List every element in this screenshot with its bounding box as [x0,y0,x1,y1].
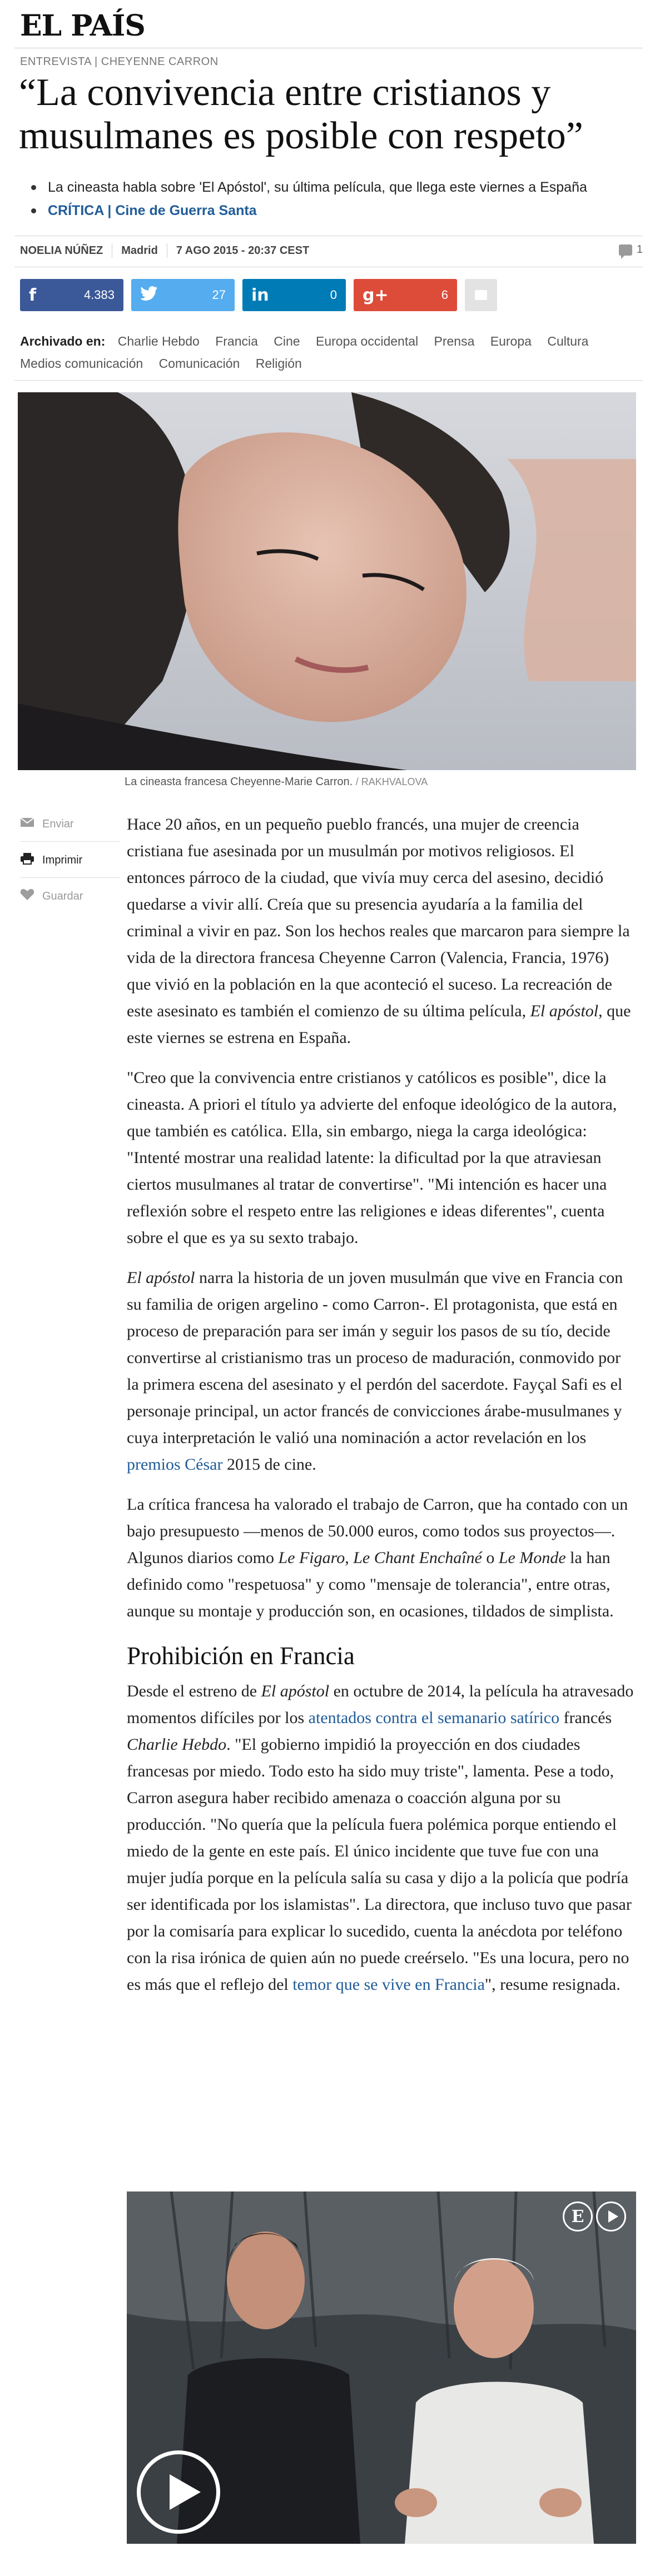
tag-link[interactable]: Europa [490,334,532,348]
printer-icon [20,852,34,868]
facebook-count: 4.383 [83,288,115,302]
section-kicker[interactable]: ENTREVISTA | CHEYENNE CARRON [20,56,219,68]
googleplus-icon: g+ [363,285,389,305]
byline [20,243,309,258]
paragraph: "Creo que la convivencia entre cristianos y católicos es posible", dice la cineasta. A priori el título ya advierte del enfoque ideológico de la autora, que también es católica. Ella, sin embargo, niega la carga ideológica: "Intenté mostrar una realidad latente: la dificultad por la que atraviesan ciertos musulmanes al tratar de convertirse". "Mi intención es hacer una reflexión sobre el respeto entre las religiones e ideas diferentes", cuenta sobre el que es ya su sexto trabajo. [127,1069,617,1247]
tag-link[interactable]: Cultura [547,334,589,348]
save-button[interactable] [20,888,120,905]
play-button-icon[interactable] [137,2450,220,2534]
video-player[interactable] [127,2191,636,2544]
article-tools [20,816,120,923]
archive-label: Archivado en: [20,334,106,348]
photo-credit: / RAKHVALOVA [355,776,428,787]
googleplus-share-button[interactable] [354,279,457,311]
googleplus-count: 6 [441,288,448,302]
portrait-illustration [18,392,636,770]
facebook-share-button[interactable] [20,279,123,311]
tag-link[interactable]: Prensa [434,334,475,348]
comments-count: 1 [636,243,643,256]
atentados-link[interactable]: atentados contra el semanario satírico [308,1709,560,1727]
video-brand-badge [563,2201,626,2231]
article-body [127,811,636,2011]
tag-link[interactable]: Francia [215,334,258,348]
photo-caption [125,776,428,788]
send-button[interactable] [20,816,120,832]
paragraph: La crítica francesa ha valorado el trabajo de Carron, que ha contado con un bajo presupuesto —menos de 50.000 euros, como todos sus proyectos—. Algunos diarios como Le Figaro, Le Chant Enchaîné o Le Monde la han definido como "respetuosa" y como "mensaje de tolerancia", entre otras, aunque su montaje y producción son, en ocasiones, tildados de simplista. [127,1495,628,1620]
paragraph: Desde el estreno de El apóstol en octubre de 2014, la película ha atravesado momentos difíciles por los atentados contra el semanario satírico francés Charlie Hebdo. "El gobierno impidió la proyección en dos ciudades francesas por miedo. Todo esto ha sido muy triste", lamenta. Pese a todo, Carron asegura haber recibido amenaza o coacción alguna por su producción. "No quería que la película fuera polémica porque entiendo el miedo de la gente en este país. El único incidente que tuve fue con una mujer judía porque en la película salía su casa y dijo a la policía que podría ser identificada por los islamistas". La directora, que incluso tuvo que pasar por la comisaría para explicar lo sucedido, cuenta la anécdota por teléfono con la risa irónica de quien aún no puede creérselo. "Es una locura, pero no es más que el reflejo del temor que se vive en Francia", resume resignada. [127,1682,634,1994]
location: Madrid [121,244,158,257]
print-button[interactable] [20,852,120,868]
comment-bubble-icon [619,244,632,256]
lead-photo [18,392,636,770]
send-label: Enviar [42,817,74,830]
tag-link[interactable]: Cine [274,334,300,348]
share-bar [20,279,497,311]
save-label: Guardar [42,890,83,902]
divider [20,841,120,842]
tag-link[interactable]: Religión [255,356,302,371]
linkedin-icon: in [251,285,269,305]
envelope-icon [20,817,34,831]
comments-link[interactable] [619,243,643,256]
facebook-icon: f [29,285,37,305]
print-label: Imprimir [42,853,83,866]
comment-share-button[interactable] [465,279,497,311]
temor-francia-link[interactable]: temor que se vive en Francia [292,1975,485,1994]
paragraph: Hace 20 años, en un pequeño pueblo francés, una mujer de creencia cristiana fue asesinada por un musulmán por motivos religiosos. El entonces párroco de la ciudad, que vivía muy cerca del asesino, decidió quedarse a vivir allí. Creía que su presencia ayudaría a la familia del criminal a vivir en paz. Son los hechos reales que marcaron para siempre la vida de la directora francesa Cheyenne Carron (Valencia, Francia, 1976) que vivió en la población en la que aconteció el suceso. La recreación de este asesinato es también el comienzo de su última película, El apóstol, que este viernes se estrena en España. [127,815,631,1047]
summary-item-link[interactable] [30,199,636,222]
archive-tags [20,330,637,375]
premios-cesar-link[interactable]: premios César [127,1455,223,1474]
twitter-count: 27 [212,288,226,302]
section-heading: Prohibición en Francia [127,1642,355,1670]
caption-text: La cineasta francesa Cheyenne-Marie Carron. [125,776,353,788]
heart-icon [20,888,34,904]
summary-item: La cineasta habla sobre 'El Apóstol', su última película, que llega este viernes a España [30,176,636,199]
publish-date: 7 AGO 2015 - 20:37 CEST [176,244,310,257]
comment-icon [475,290,487,300]
divider [14,380,643,381]
summary-list [30,176,636,222]
twitter-icon [140,286,158,304]
tag-link[interactable]: Charlie Hebdo [117,334,200,348]
linkedin-share-button[interactable] [242,279,346,311]
related-link[interactable]: CRÍTICA | Cine de Guerra Santa [48,203,257,218]
headline: “La convivencia entre cristianos y musulmanes es posible con respeto” [19,71,583,157]
brand-logo[interactable]: EL PAÍS [20,9,145,43]
divider [20,877,120,878]
tag-link[interactable]: Comunicación [158,356,240,371]
twitter-share-button[interactable] [131,279,235,311]
tag-link[interactable]: Europa occidental [315,334,419,348]
linkedin-count: 0 [330,288,337,302]
small-play-icon [596,2201,626,2231]
paragraph: El apóstol narra la historia de un joven musulmán que vive en Francia con su familia de origen argelino - como Carron-. El protagonista, que está en proceso de preparación para ser imán y seguir los pasos de su tío, decide convertirse al cristianismo tras un proceso de maduración, conmovido por la primera escena del asesinato y el perdón del sacerdote. Fayçal Safi es el personaje principal, un actor francés de convicciones árabe-musulmanes y cuya interpretación le valió una nominación a actor revelación en los premios César 2015 de cine. [127,1269,623,1474]
brand-e-icon: E [563,2201,593,2231]
tag-link[interactable]: Medios comunicación [20,356,143,371]
author-name[interactable]: NOELIA NÚÑEZ [20,244,103,257]
